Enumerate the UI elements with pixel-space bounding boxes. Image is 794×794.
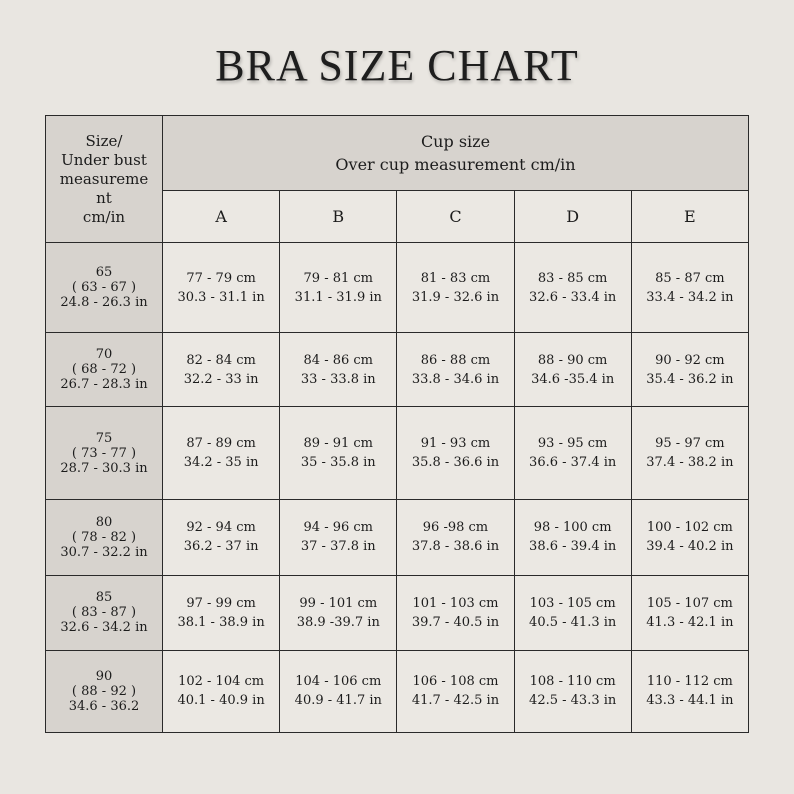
cm-value: 97 - 99 cm	[186, 595, 256, 611]
band-size-line: ( 78 - 82 )	[71, 529, 137, 545]
cm-value: 86 - 88 cm	[420, 352, 491, 368]
cm-value: 88 - 90 cm	[537, 352, 608, 368]
band-size-line: 32.6 - 34.2 in	[60, 620, 148, 636]
measurement-cell	[163, 650, 280, 732]
inch-value: 36.2 - 37 in	[183, 539, 259, 555]
cm-value: 110 - 112 cm	[646, 674, 733, 690]
inch-value: 40.9 - 41.7 in	[294, 693, 382, 709]
cup-header-line: Cup size	[420, 132, 491, 152]
measurement-cell	[397, 499, 514, 575]
band-size-line: 70	[95, 347, 113, 363]
band-size-line: 28.7 - 30.3 in	[60, 460, 148, 476]
band-size-line: 75	[95, 430, 113, 446]
size-header-line: measureme	[59, 169, 149, 188]
cm-value: 89 - 91 cm	[303, 436, 374, 452]
measurement-cell	[280, 650, 397, 732]
measurement-cell	[631, 333, 748, 407]
measurement-cell	[397, 333, 514, 407]
cm-value: 95 - 97 cm	[655, 436, 725, 452]
inch-value: 36.6 - 37.4 in	[529, 455, 617, 471]
cm-value: 83 - 85 cm	[537, 270, 608, 286]
measurement-cell	[280, 407, 397, 499]
band-size-line: 85	[95, 590, 113, 606]
band-size-line: ( 68 - 72 )	[71, 362, 137, 378]
inch-value: 31.9 - 32.6 in	[411, 289, 500, 305]
inch-value: 34.2 - 35 in	[183, 455, 259, 471]
band-size-line: 24.8 - 26.3 in	[60, 295, 148, 311]
band-size-cell	[46, 243, 163, 333]
band-size-line: 34.6 - 36.2	[68, 698, 140, 714]
band-size-cell	[46, 333, 163, 407]
cm-value: 82 - 84 cm	[186, 352, 256, 368]
inch-value: 32.2 - 33 in	[183, 371, 259, 387]
cup-letter-d: D	[514, 191, 631, 243]
measurement-cell	[397, 650, 514, 732]
inch-value: 42.5 - 43.3 in	[529, 693, 617, 709]
band-size-cell	[46, 575, 163, 650]
inch-value: 30.3 - 31.1 in	[177, 289, 265, 305]
measurement-cell	[163, 333, 280, 407]
cm-value: 103 - 105 cm	[529, 595, 616, 611]
measurement-cell	[631, 499, 748, 575]
measurement-cell	[631, 407, 748, 499]
inch-value: 34.6 -35.4 in	[531, 371, 615, 387]
cup-letter-c: C	[397, 191, 514, 243]
cm-value: 77 - 79 cm	[186, 270, 256, 286]
measurement-cell	[397, 243, 514, 333]
measurement-cell	[280, 243, 397, 333]
measurement-cell	[514, 407, 631, 499]
band-size-line: 90	[95, 668, 113, 684]
band-size-cell	[46, 407, 163, 499]
measurement-cell	[514, 243, 631, 333]
size-header-line: nt	[96, 188, 112, 207]
inch-value: 31.1 - 31.9 in	[294, 289, 382, 305]
inch-value: 43.3 - 44.1 in	[646, 693, 734, 709]
band-size-line: 26.7 - 28.3 in	[60, 377, 148, 393]
cm-value: 85 - 87 cm	[655, 270, 725, 286]
cm-value: 79 - 81 cm	[303, 270, 374, 286]
table-row	[46, 333, 749, 407]
cup-letter-b: B	[280, 191, 397, 243]
inch-value: 37.8 - 38.6 in	[411, 539, 500, 555]
band-size-cell	[46, 650, 163, 732]
inch-value: 35 - 35.8 in	[300, 455, 376, 471]
cm-value: 98 - 100 cm	[533, 520, 612, 536]
band-size-line: 65	[95, 265, 113, 281]
measurement-cell	[631, 575, 748, 650]
measurement-cell	[163, 499, 280, 575]
size-header-line: cm/in	[82, 207, 126, 226]
cup-letter-a: A	[163, 191, 280, 243]
cm-value: 102 - 104 cm	[178, 674, 265, 690]
cm-value: 81 - 83 cm	[420, 270, 491, 286]
inch-value: 41.3 - 42.1 in	[646, 614, 734, 630]
inch-value: 38.9 -39.7 in	[296, 614, 380, 630]
size-chart-table	[45, 115, 749, 733]
inch-value: 39.7 - 40.5 in	[411, 614, 500, 630]
header-row-top	[46, 116, 749, 191]
table-row	[46, 499, 749, 575]
measurement-cell	[280, 499, 397, 575]
band-size-line: ( 73 - 77 )	[71, 445, 137, 461]
page-title: BRA SIZE CHART	[215, 41, 579, 90]
cm-value: 84 - 86 cm	[303, 352, 374, 368]
measurement-cell	[397, 407, 514, 499]
cm-value: 104 - 106 cm	[295, 674, 382, 690]
cup-header-line: Over cup measurement cm/in	[335, 155, 576, 175]
inch-value: 41.7 - 42.5 in	[411, 693, 500, 709]
cm-value: 99 - 101 cm	[299, 595, 378, 611]
cm-value: 87 - 89 cm	[186, 436, 256, 452]
inch-value: 33.4 - 34.2 in	[646, 289, 734, 305]
inch-value: 38.6 - 39.4 in	[529, 539, 617, 555]
inch-value: 33.8 - 34.6 in	[411, 371, 500, 387]
cm-value: 92 - 94 cm	[186, 520, 256, 536]
band-size-cell	[46, 499, 163, 575]
inch-value: 40.5 - 41.3 in	[529, 614, 617, 630]
inch-value: 37 - 37.8 in	[300, 539, 376, 555]
cm-value: 100 - 102 cm	[646, 520, 733, 536]
size-header-line: Under bust	[61, 150, 147, 169]
measurement-cell	[280, 333, 397, 407]
inch-value: 35.8 - 36.6 in	[411, 455, 500, 471]
inch-value: 35.4 - 36.2 in	[646, 371, 734, 387]
cm-value: 106 - 108 cm	[412, 674, 499, 690]
measurement-cell	[163, 243, 280, 333]
size-header-cell	[46, 116, 163, 243]
inch-value: 40.1 - 40.9 in	[177, 693, 265, 709]
table-row	[46, 243, 749, 333]
cup-size-header-cell	[163, 116, 749, 191]
band-size-line: 30.7 - 32.2 in	[60, 544, 148, 560]
measurement-cell	[514, 575, 631, 650]
cm-value: 91 - 93 cm	[420, 436, 491, 452]
inch-value: 32.6 - 33.4 in	[529, 289, 617, 305]
measurement-cell	[163, 575, 280, 650]
measurement-cell	[631, 650, 748, 732]
band-size-line: 80	[95, 514, 113, 530]
measurement-cell	[514, 499, 631, 575]
table-row	[46, 650, 749, 732]
inch-value: 38.1 - 38.9 in	[177, 614, 265, 630]
band-size-line: ( 63 - 67 )	[71, 280, 137, 296]
measurement-cell	[397, 575, 514, 650]
measurement-cell	[280, 575, 397, 650]
table-body	[46, 243, 749, 733]
inch-value: 39.4 - 40.2 in	[646, 539, 734, 555]
cm-value: 94 - 96 cm	[303, 520, 374, 536]
band-size-line: ( 83 - 87 )	[71, 605, 137, 621]
band-size-line: ( 88 - 92 )	[71, 683, 137, 699]
cm-value: 105 - 107 cm	[646, 595, 733, 611]
cm-value: 93 - 95 cm	[537, 436, 608, 452]
measurement-cell	[163, 407, 280, 499]
inch-value: 33 - 33.8 in	[300, 371, 376, 387]
cup-letter-e: E	[631, 191, 748, 243]
measurement-cell	[631, 243, 748, 333]
inch-value: 37.4 - 38.2 in	[646, 455, 734, 471]
size-header-line: Size/	[85, 131, 123, 150]
measurement-cell	[514, 333, 631, 407]
cm-value: 90 - 92 cm	[655, 352, 725, 368]
table-row	[46, 575, 749, 650]
measurement-cell	[514, 650, 631, 732]
table-row	[46, 407, 749, 499]
cm-value: 108 - 110 cm	[529, 674, 616, 690]
cm-value: 96 -98 cm	[422, 520, 489, 536]
cm-value: 101 - 103 cm	[412, 595, 499, 611]
